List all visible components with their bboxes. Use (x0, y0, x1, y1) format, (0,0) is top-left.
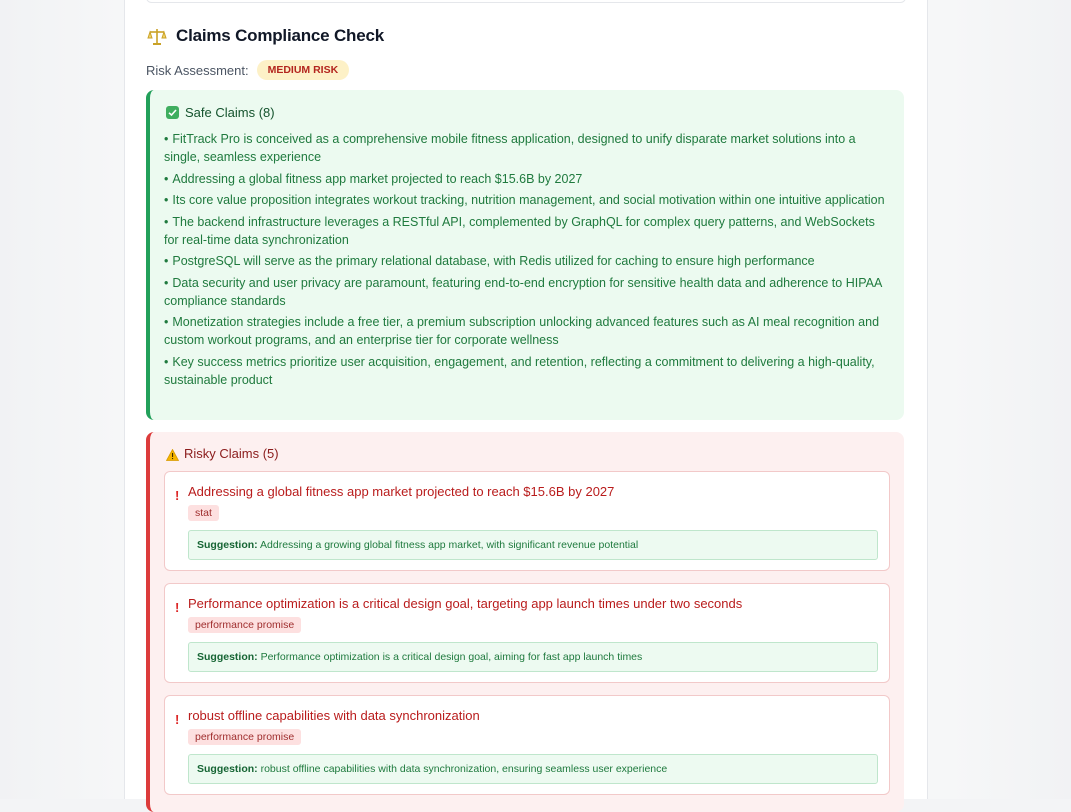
warning-icon (166, 448, 179, 460)
safe-claims-list (164, 130, 888, 392)
alert-icon: ! (175, 488, 180, 503)
risky-claim-card (164, 695, 890, 795)
alert-icon: ! (175, 712, 180, 727)
risky-claims-section (146, 432, 904, 812)
safe-claims-header (166, 105, 275, 120)
safe-claim-item: • PostgreSQL will serve as the primary relational database, with Redis utilized for caching to ensure high performance (164, 254, 815, 268)
risky-claim-card (164, 471, 890, 571)
section-header (146, 24, 384, 48)
safe-claim-item: • Data security and user privacy are paramount, featuring end-to-end encryption for sensitive health data and adherence to HIPAA compliance standards (164, 275, 882, 308)
claim-suggestion: Suggestion: Addressing a growing global fitness app market, with significant revenue potential (188, 530, 878, 560)
risky-claim-text: Addressing a global fitness app market projected to reach $15.6B by 2027 (188, 484, 615, 499)
risky-claim-text: robust offline capabilities with data synchronization (188, 708, 480, 723)
check-icon (166, 106, 179, 119)
safe-claim-item: • FitTrack Pro is conceived as a comprehensive mobile fitness application, designed to unify disparate market solutions into a single, seamless experience (164, 132, 856, 164)
risk-level-badge: MEDIUM RISK (257, 60, 350, 80)
risk-assessment (146, 58, 349, 82)
safe-claim-item: • The backend infrastructure leverages a RESTful API, complemented by GraphQL for complex query patterns, and WebSockets for real-time data synchronization (164, 214, 875, 247)
safe-claim-item: • Its core value proposition integrates workout tracking, nutrition management, and social motivation within one intuitive application (164, 193, 885, 207)
claim-category-tag: performance promise (188, 729, 301, 745)
alert-icon: ! (175, 600, 180, 615)
claim-suggestion: Suggestion: Performance optimization is a critical design goal, aiming for fast app launch times (188, 642, 878, 672)
safe-claim-item: • Key success metrics prioritize user acquisition, engagement, and retention, reflecting a commitment to delivering a high-quality, sustainable product (164, 354, 875, 387)
risky-claims-header (166, 446, 279, 461)
risky-claims-title: Risky Claims (5) (184, 446, 279, 461)
claim-category-tag: stat (188, 505, 219, 521)
risky-claim-card (164, 583, 890, 683)
page-title: Claims Compliance Check (176, 26, 384, 45)
safe-claims-section (146, 90, 904, 420)
risk-assessment-label: Risk Assessment: (146, 62, 249, 78)
claim-category-tag: performance promise (188, 617, 301, 633)
previous-card-edge (146, 0, 906, 3)
safe-claims-title: Safe Claims (8) (185, 105, 275, 120)
safe-claim-item: • Addressing a global fitness app market projected to reach $15.6B by 2027 (164, 171, 583, 186)
risky-claim-text: Performance optimization is a critical design goal, targeting app launch times under two seconds (188, 596, 743, 611)
safe-claim-item: • Monetization strategies include a free tier, a premium subscription unlocking advanced features such as AI meal recognition and custom workout programs, and an enterprise tier for corporate wellness (164, 315, 880, 347)
scale-icon (146, 25, 168, 47)
claim-suggestion: Suggestion: robust offline capabilities with data synchronization, ensuring seamless user experience (188, 754, 878, 784)
